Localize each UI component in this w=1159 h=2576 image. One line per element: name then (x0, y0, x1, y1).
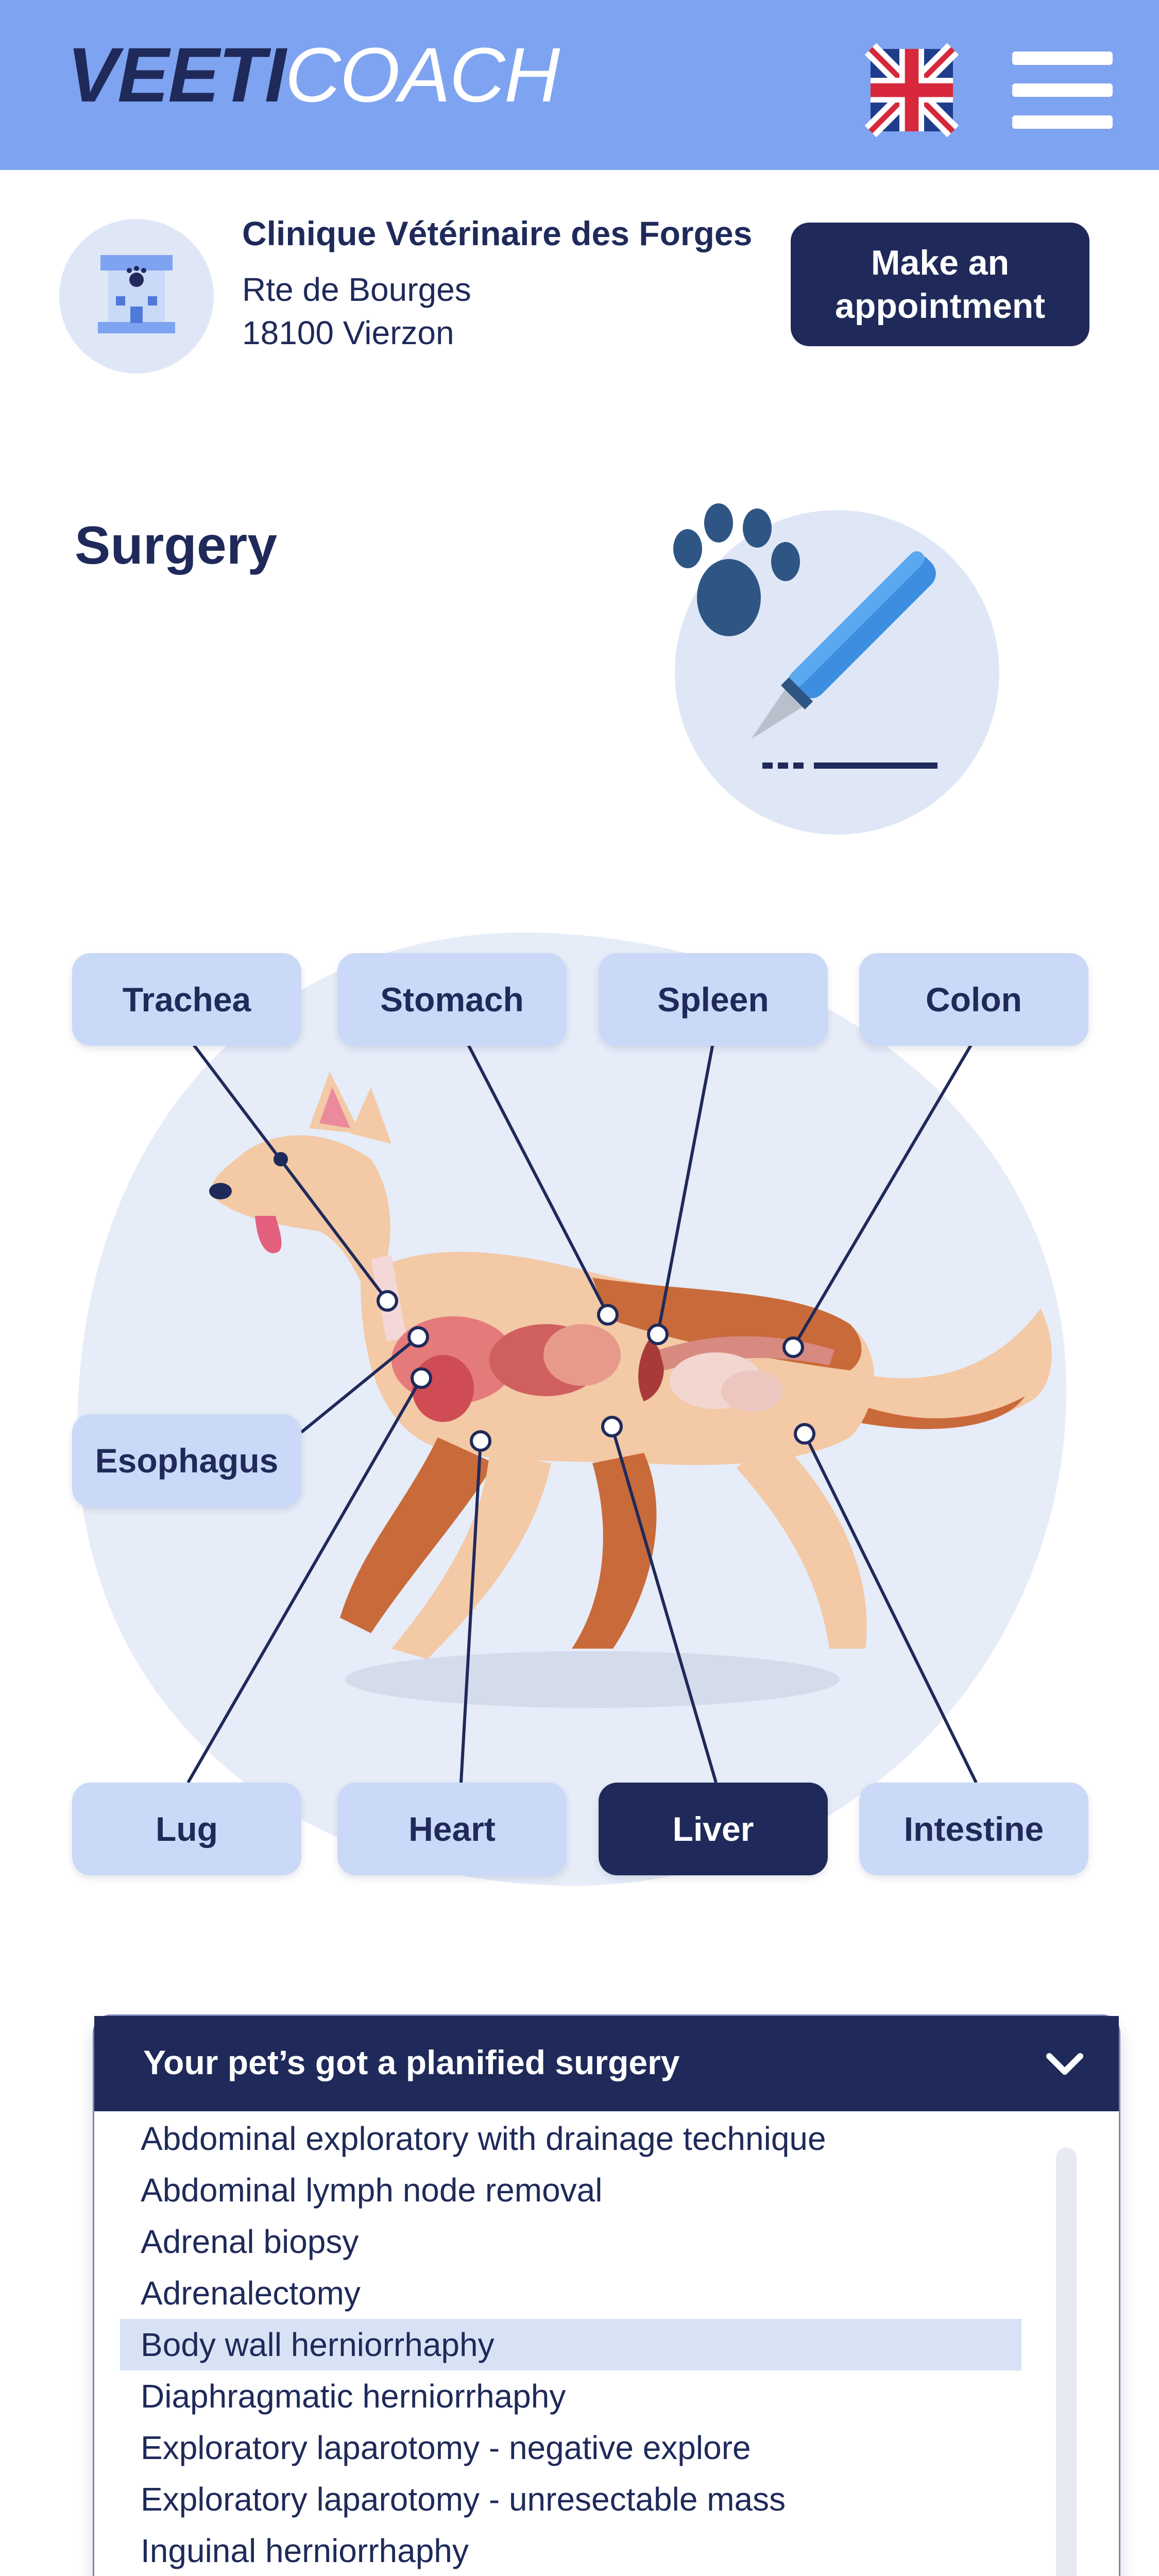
page-title: Surgery (75, 516, 278, 575)
organ-button-liver[interactable]: Liver (599, 1783, 828, 1875)
surgery-option[interactable]: Exploratory laparotomy - negative explore (141, 2429, 751, 2466)
surgery-option[interactable]: Abdominal exploratory with drainage technique (141, 2120, 826, 2157)
surgery-option[interactable]: Exploratory laparotomy - unresectable mass (141, 2481, 786, 2518)
clinic-address-line-1: Rte de Bourges (242, 271, 471, 308)
hamburger-menu-icon[interactable] (1012, 52, 1113, 129)
dog-anatomy-illustration (0, 917, 1159, 1896)
surgery-option[interactable]: Body wall herniorrhaphy (120, 2319, 1021, 2370)
surgery-dropdown[interactable] (93, 2014, 1120, 2576)
logo-part-1: VEETI (67, 31, 285, 118)
organ-button-esophagus[interactable]: Esophagus (72, 1414, 301, 1507)
organ-button-stomach[interactable]: Stomach (337, 953, 567, 1046)
uk-flag-icon[interactable] (871, 49, 953, 131)
organ-button-heart[interactable]: Heart (337, 1783, 567, 1875)
header (0, 0, 1159, 170)
organ-diagram (0, 917, 1159, 1896)
surgery-option[interactable]: Abdominal lymph node removal (141, 2172, 603, 2209)
surgery-options-list (120, 2120, 1021, 2576)
surgery-option[interactable]: Inguinal herniorrhaphy (141, 2532, 469, 2569)
veeticoach-logo[interactable] (67, 31, 559, 118)
surgery-option[interactable]: Adrenalectomy (141, 2275, 361, 2312)
appointment-label-2: appointment (835, 286, 1045, 326)
organ-button-trachea[interactable]: Trachea (72, 953, 301, 1046)
logo-part-2: COACH (285, 31, 559, 118)
organ-button-lug[interactable]: Lug (72, 1783, 301, 1875)
clinic-address (242, 268, 471, 354)
organ-button-colon[interactable]: Colon (859, 953, 1088, 1046)
chevron-down-icon[interactable] (1042, 2041, 1088, 2087)
clinic-address-line-2: 18100 Vierzon (242, 314, 454, 351)
clinic-name: Clinique Vétérinaire des Forges (242, 214, 753, 252)
clinic-building-icon (59, 219, 214, 374)
surgery-dropdown-header[interactable] (94, 2016, 1119, 2111)
appointment-label-1: Make an (871, 243, 1010, 282)
make-appointment-button[interactable] (791, 223, 1089, 346)
scrollbar[interactable] (1056, 2147, 1077, 2576)
organ-button-spleen[interactable]: Spleen (599, 953, 828, 1046)
organ-button-intestine[interactable]: Intestine (859, 1783, 1088, 1875)
surgery-option[interactable]: Diaphragmatic herniorrhaphy (141, 2378, 566, 2415)
surgery-dropdown-title: Your pet’s got a planified surgery (143, 2043, 680, 2081)
surgery-option[interactable]: Adrenal biopsy (141, 2223, 359, 2260)
paw-scalpel-icon (659, 495, 999, 835)
